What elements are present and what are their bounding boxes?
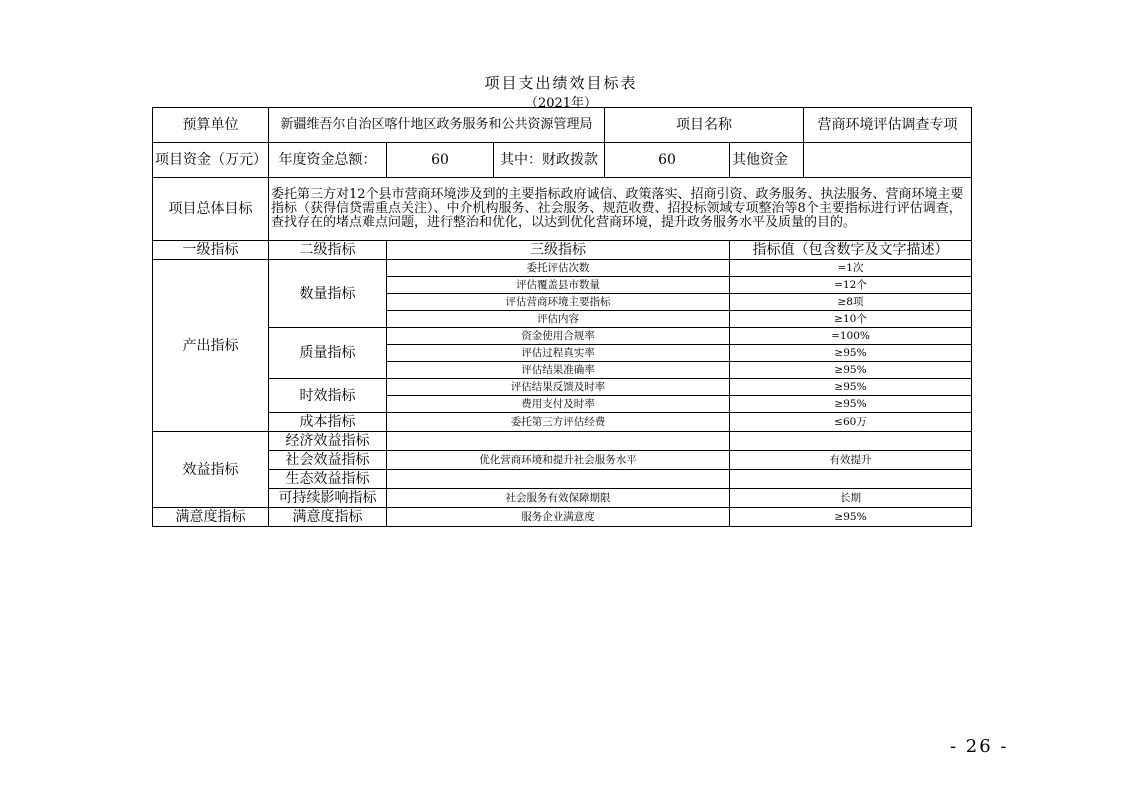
col-value-header: 指标值（包含数字及文字描述） bbox=[730, 241, 972, 260]
table-row-value: ≥95% bbox=[730, 345, 972, 362]
table-row-name bbox=[387, 470, 730, 489]
satisfaction-indicator-label: 满意度指标 bbox=[153, 508, 269, 527]
table-row-name: 评估覆盖县市数量 bbox=[387, 277, 730, 294]
table-year: （2021年） bbox=[524, 96, 598, 111]
table-row-value: ≥95% bbox=[730, 362, 972, 379]
project-name-label: 项目名称 bbox=[605, 108, 804, 143]
quality-indicator-label: 质量指标 bbox=[269, 328, 387, 379]
sustainable-impact-label: 可持续影响指标 bbox=[269, 489, 387, 508]
cost-indicator-label: 成本指标 bbox=[269, 413, 387, 432]
quantity-indicator-label: 数量指标 bbox=[269, 260, 387, 328]
table-row-value: ≥8项 bbox=[730, 294, 972, 311]
budget-unit-value: 新疆维吾尔自治区喀什地区政务服务和公共资源管理局 bbox=[269, 108, 605, 143]
social-benefit-label: 社会效益指标 bbox=[269, 451, 387, 470]
table-row-value: ≥95% bbox=[730, 379, 972, 396]
fiscal-funds-label: 其中：财政拨款 bbox=[494, 143, 605, 178]
budget-unit-label: 预算单位 bbox=[153, 108, 269, 143]
fiscal-funds-value: 60 bbox=[605, 143, 730, 178]
col-level1-header: 一级指标 bbox=[153, 241, 269, 260]
col-level2-header: 二级指标 bbox=[269, 241, 387, 260]
economic-benefit-label: 经济效益指标 bbox=[269, 432, 387, 451]
annual-total-value: 60 bbox=[387, 143, 494, 178]
table-row-value: ≥10个 bbox=[730, 311, 972, 328]
table-title: 项目支出绩效目标表 bbox=[484, 74, 638, 92]
table-row-name: 服务企业满意度 bbox=[387, 508, 730, 527]
table-row-name: 社会服务有效保障期限 bbox=[387, 489, 730, 508]
timeliness-indicator-label: 时效指标 bbox=[269, 379, 387, 413]
table-row-name: 资金使用合规率 bbox=[387, 328, 730, 345]
table-row-value: 长期 bbox=[730, 489, 972, 508]
table-row-value: =12个 bbox=[730, 277, 972, 294]
output-indicator-label: 产出指标 bbox=[153, 260, 269, 432]
annual-total-label: 年度资金总额： bbox=[269, 143, 387, 178]
project-funds-label: 项目资金（万元） bbox=[153, 143, 269, 178]
table-row-value: ≥95% bbox=[730, 396, 972, 413]
col-level3-header: 三级指标 bbox=[387, 241, 730, 260]
table-row-name: 委托评估次数 bbox=[387, 260, 730, 277]
table-row-name bbox=[387, 432, 730, 451]
table-row-value: =100% bbox=[730, 328, 972, 345]
table-row-value: =1次 bbox=[730, 260, 972, 277]
table-row-name: 评估结果准确率 bbox=[387, 362, 730, 379]
other-funds-label: 其他资金 bbox=[730, 143, 804, 178]
table-row-value bbox=[730, 432, 972, 451]
table-row-name: 评估过程真实率 bbox=[387, 345, 730, 362]
project-name-value: 营商环境评估调查专项 bbox=[804, 108, 972, 143]
performance-goal-table bbox=[152, 107, 972, 527]
table-row-value: ≥95% bbox=[730, 508, 972, 527]
table-row-name: 委托第三方评估经费 bbox=[387, 413, 730, 432]
table-row-name: 评估内容 bbox=[387, 311, 730, 328]
overall-goal-text: 委托第三方对12个县市营商环境涉及到的主要指标政府诚信、政策落实、招商引资、政务服务、执法服务、营商环境主要指标（获得信贷需重点关注）、中介机构服务、社会服务、规范收费、招投标领域专项整治等8个主要指标进行评估调查，查找存在的堵点难点问题，进行整治和优化，以达到优化营商环境，提升政务服务水平及质量的目的。 bbox=[269, 178, 972, 241]
page-number: - 26 - bbox=[950, 736, 1009, 757]
table-row-name: 评估结果反馈及时率 bbox=[387, 379, 730, 396]
table-row-value: 有效提升 bbox=[730, 451, 972, 470]
table-row-name: 评估营商环境主要指标 bbox=[387, 294, 730, 311]
table-row-name: 费用支付及时率 bbox=[387, 396, 730, 413]
satisfaction-sub-label: 满意度指标 bbox=[269, 508, 387, 527]
benefit-indicator-label: 效益指标 bbox=[153, 432, 269, 508]
table-row-value: ≤60万 bbox=[730, 413, 972, 432]
other-funds-value bbox=[804, 143, 972, 178]
overall-goal-label: 项目总体目标 bbox=[153, 178, 269, 241]
table-row-value bbox=[730, 470, 972, 489]
ecological-benefit-label: 生态效益指标 bbox=[269, 470, 387, 489]
table-row-name: 优化营商环境和提升社会服务水平 bbox=[387, 451, 730, 470]
